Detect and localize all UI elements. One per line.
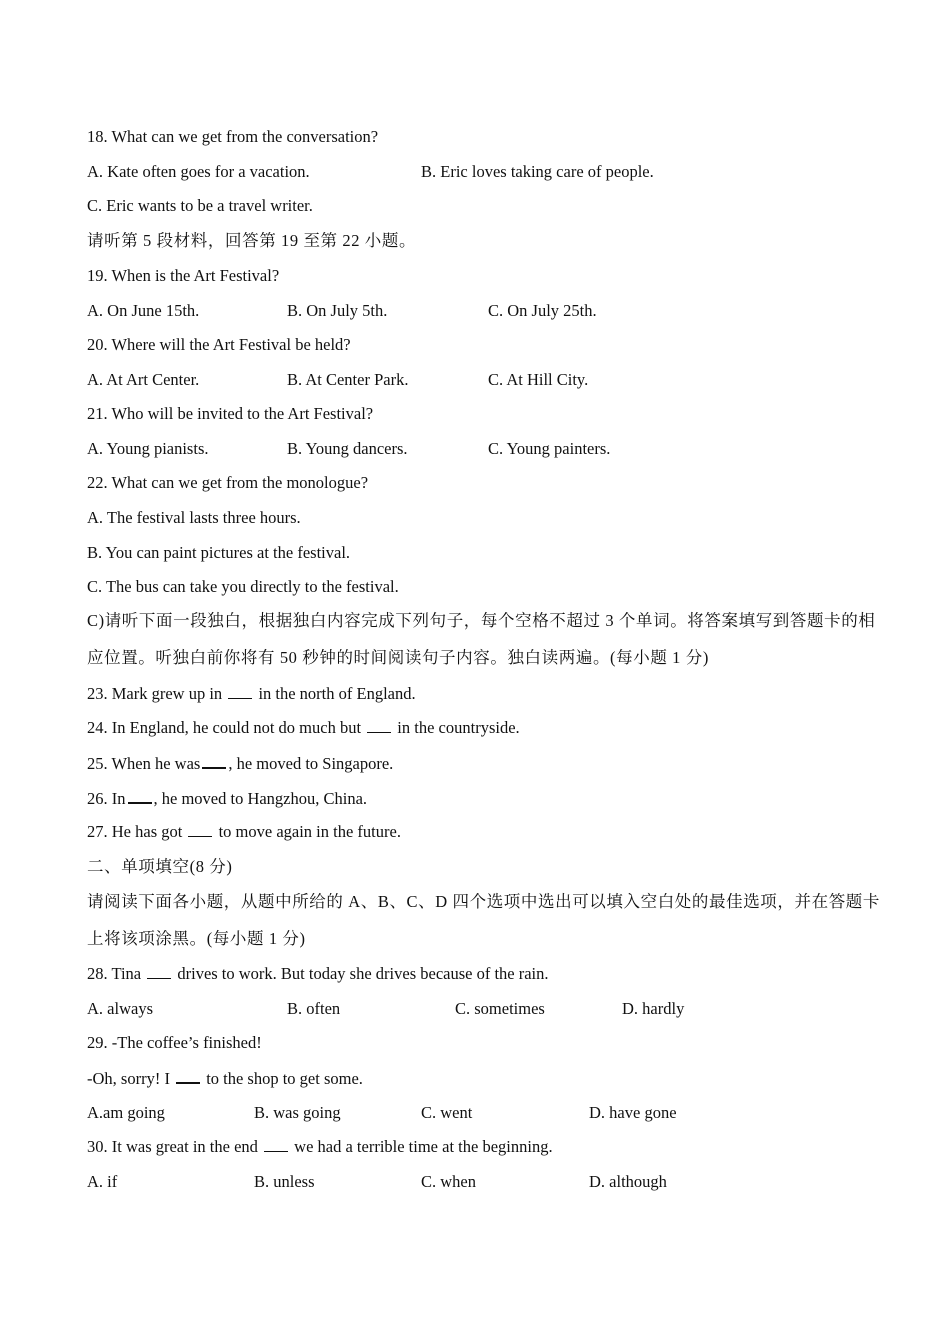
q23-pre: 23. Mark grew up in [87,684,223,703]
q29-sentence [87,1068,363,1089]
section5-intro: 请听第 5 段材料，回答第 19 至第 22 小题。 [87,231,417,250]
q28-pre: 28. Tina [87,964,142,983]
partC-instructions-line2: 应位置。听独白前你将有 50 秒钟的时间阅读句子内容。独白读两遍。(每小题 1 分) [87,648,709,667]
q28-option-a: A. always [87,999,153,1018]
q22-option-c: C. The bus can take you directly to the festival. [87,577,399,596]
q28-sentence [87,964,549,984]
q26-sentence [87,788,367,809]
q30-sentence [87,1137,553,1157]
q28-option-c: C. sometimes [455,999,545,1018]
q28-blank [147,964,171,979]
q27-post: to move again in the future. [218,822,401,841]
q24-sentence [87,718,520,738]
q21-question: 21. Who will be invited to the Art Festival? [87,404,374,423]
q29-option-d: D. have gone [589,1103,677,1122]
q26-blank [128,788,152,804]
q26-post: , he moved to Hangzhou, China. [153,789,368,808]
q22-question: 22. What can we get from the monologue? [87,473,369,492]
q29-blank [176,1068,200,1084]
q30-option-c: C. when [421,1172,476,1191]
q27-blank [188,822,212,837]
q21-option-c: C. Young painters. [488,439,611,458]
q18-question: 18. What can we get from the conversation? [87,127,379,146]
q23-sentence [87,684,416,704]
q27-pre: 27. He has got [87,822,183,841]
q29-option-a: A.am going [87,1103,165,1122]
q30-option-a: A. if [87,1172,118,1191]
q19-question: 19. When is the Art Festival? [87,266,280,285]
q18-option-a: A. Kate often goes for a vacation. [87,162,310,181]
q23-blank [228,684,252,699]
q29-pre: -Oh, sorry! I [87,1069,170,1088]
q18-option-c: C. Eric wants to be a travel writer. [87,196,313,215]
q29-line1: 29. -The coffee’s finished! [87,1033,262,1052]
q30-blank [264,1137,288,1152]
q24-post: in the countryside. [397,718,520,737]
q20-option-b: B. At Center Park. [287,370,409,389]
q26-pre: 26. In [87,789,126,808]
q25-blank [202,753,226,769]
q23-post: in the north of England. [258,684,416,703]
q28-option-b: B. often [287,999,341,1018]
q20-option-a: A. At Art Center. [87,370,200,389]
section2-instructions-line2: 上将该项涂黑。(每小题 1 分) [87,929,306,948]
q22-option-b: B. You can paint pictures at the festival. [87,543,351,562]
q29-option-b: B. was going [254,1103,341,1122]
q24-pre: 24. In England, he could not do much but [87,718,362,737]
q25-sentence [87,753,393,774]
q27-sentence [87,822,401,842]
q20-option-c: C. At Hill City. [488,370,589,389]
q24-blank [367,718,391,733]
q21-option-a: A. Young pianists. [87,439,209,458]
q19-option-a: A. On June 15th. [87,301,200,320]
q28-post: drives to work. But today she drives because of the rain. [177,964,549,983]
section2-instructions-line1: 请阅读下面各小题，从题中所给的 A、B、C、D 四个选项中选出可以填入空白处的最佳选项，并在答题卡 [87,892,880,911]
q22-option-a: A. The festival lasts three hours. [87,508,301,527]
q28-option-d: D. hardly [622,999,685,1018]
q30-post: we had a terrible time at the beginning. [294,1137,553,1156]
q30-option-d: D. although [589,1172,667,1191]
q19-option-b: B. On July 5th. [287,301,388,320]
partC-instructions-line1: C)请听下面一段独白，根据独白内容完成下列句子，每个空格不超过 3 个单词。将答案填写到答题卡的相 [87,611,876,630]
q29-post: to the shop to get some. [206,1069,363,1088]
q30-pre: 30. It was great in the end [87,1137,258,1156]
q25-post: , he moved to Singapore. [228,754,394,773]
q19-option-c: C. On July 25th. [488,301,597,320]
q30-option-b: B. unless [254,1172,315,1191]
q21-option-b: B. Young dancers. [287,439,408,458]
q18-option-b: B. Eric loves taking care of people. [421,162,654,181]
section2-title: 二、单项填空(8 分) [87,857,233,876]
q20-question: 20. Where will the Art Festival be held? [87,335,351,354]
q25-pre: 25. When he was [87,754,201,773]
q29-option-c: C. went [421,1103,473,1122]
